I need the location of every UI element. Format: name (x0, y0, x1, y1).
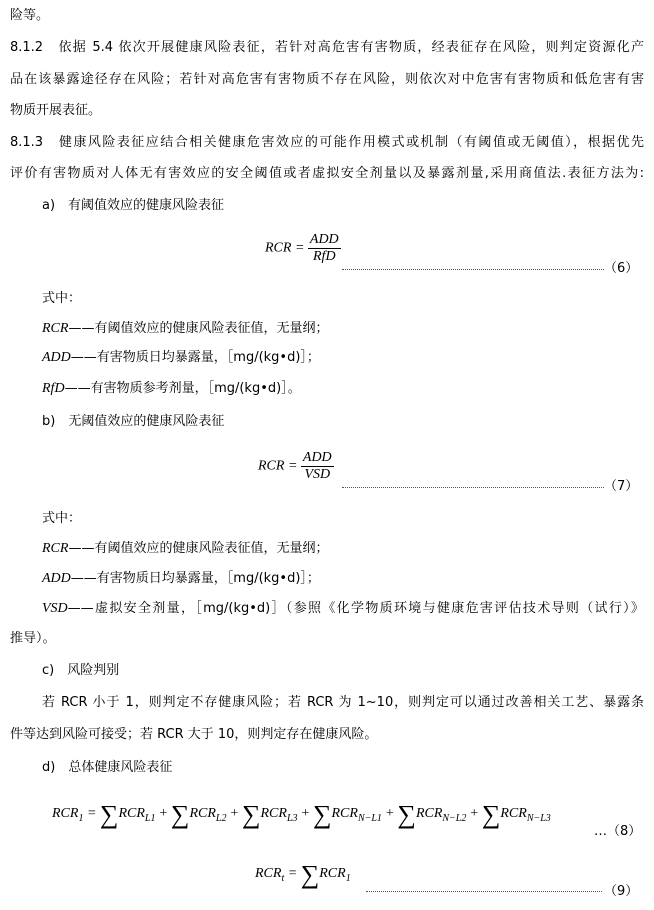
equation-number: （9） (604, 884, 639, 899)
eq-subscript: N−L1 (357, 812, 382, 824)
eq-operator: + (229, 806, 239, 821)
eq-denominator: RfD (313, 249, 336, 264)
eq-term: RCR (415, 806, 443, 821)
eq-subscript: L2 (215, 812, 227, 824)
eq-subscript: N−L2 (442, 812, 467, 824)
eq-numerator: ADD (302, 450, 332, 465)
text-line: 件等达到风险可接受；若 RCR 大于 10，则判定存在健康风险。 (10, 727, 378, 742)
equation-number: （6） (604, 261, 639, 276)
definition: ——有害物质日均暴露量，［mg/(kg•d)］； (70, 571, 320, 586)
leader-dots (342, 269, 604, 270)
eq-term: RCR (331, 806, 358, 821)
symbol: VSD (42, 601, 68, 616)
eq-subscript: N−L3 (526, 812, 551, 824)
text-line: 物质开展表征。 (10, 103, 102, 118)
equation-number: …（8） (594, 824, 642, 839)
item-d-heading: d) 总体健康风险表征 (42, 760, 173, 775)
sigma-symbol: ∑ (397, 800, 416, 829)
item-b-heading: b) 无阈值效应的健康风险表征 (42, 414, 225, 429)
eq-term: RCR (500, 806, 527, 821)
eq-term: RCR (260, 806, 287, 821)
definition: ——有阈值效应的健康风险表征值，无量纲； (68, 321, 329, 336)
text-line: 若 RCR 小于 1，则判定不存健康风险；若 RCR 为 1~10，则判定可以通过改善相关工艺、暴露条 (42, 695, 644, 710)
def-rcr (42, 541, 328, 557)
eq-term: RCR (52, 806, 79, 821)
eq-subscript: 1 (78, 812, 84, 824)
eq-operator: + (300, 806, 310, 821)
eq-term: RCR (319, 866, 346, 881)
sigma-symbol: ∑ (241, 800, 261, 829)
text-line: 评价有害物质对人体无有害效应的安全阈值或者虚拟安全剂量以及暴露剂量,采用商值法.表征方法为: (10, 166, 644, 181)
def-add (42, 350, 320, 366)
def-rcr (42, 321, 328, 337)
definition: ——有害物质日均暴露量，［mg/(kg•d)］； (70, 350, 320, 365)
equation-8 (52, 800, 551, 830)
sigma-symbol: ∑ (300, 860, 320, 889)
sigma-symbol: ∑ (170, 800, 190, 829)
equation-9 (255, 860, 351, 890)
item-c-heading: c) 风险判别 (42, 663, 120, 678)
definition: ——有阈值效应的健康风险表征值，无量纲； (68, 541, 329, 556)
eq-subscript: L1 (144, 812, 156, 824)
text-line: 险等。 (10, 8, 50, 23)
text-line: 推导）。 (10, 631, 56, 646)
eq-subscript: L3 (286, 812, 298, 824)
eq-numerator: ADD (309, 232, 339, 247)
symbol: ADD (42, 350, 71, 365)
symbol: RCR (42, 321, 69, 336)
where-label: 式中： (42, 291, 82, 306)
eq-operator: + (384, 806, 395, 821)
eq-operator: = (86, 806, 97, 821)
section-8-1-2: 8.1.2 依据 5.4 依次开展健康风险表征，若针对高危害有害物质，经表征存在风险，则判定资源化产 (10, 40, 644, 55)
eq-lhs: RCR = (265, 240, 305, 256)
eq-term: RCR (118, 806, 145, 821)
definition: ——虚拟安全剂量，［mg/(kg•d)］（参照《化学物质环境与健康危害评估技术导则（试行）》 (67, 601, 644, 616)
eq-subscript: 1 (345, 872, 351, 884)
def-vsd (42, 601, 644, 617)
eq-operator: = (287, 866, 298, 881)
equation-6 (265, 232, 341, 265)
text-line: 品在该暴露途径存在风险；若针对高危害有害物质不存在风险，则依次对中危害有害物质和低危害有害 (10, 72, 644, 87)
symbol: RCR (42, 541, 69, 556)
sigma-symbol: ∑ (99, 800, 119, 829)
def-add (42, 571, 320, 587)
definition: ——有害物质参考剂量，［mg/(kg•d)］。 (64, 381, 301, 396)
eq-term: RCR (255, 866, 282, 881)
eq-term: RCR (189, 806, 216, 821)
section-8-1-3: 8.1.3 健康风险表征应结合相关健康危害效应的可能作用模式或机制（有阈值或无阈值），根据优先 (10, 135, 644, 150)
eq-operator: + (469, 806, 479, 821)
def-rfd (42, 381, 301, 397)
where-label: 式中： (42, 511, 82, 526)
symbol: ADD (42, 571, 71, 586)
eq-lhs: RCR = (258, 458, 298, 474)
symbol: RfD (42, 381, 65, 396)
eq-subscript: t (281, 872, 285, 884)
equation-number: （7） (604, 479, 639, 494)
eq-operator: + (158, 806, 168, 821)
item-a-heading: a) 有阈值效应的健康风险表征 (42, 198, 225, 213)
leader-dots (342, 487, 604, 488)
sigma-symbol: ∑ (312, 800, 332, 829)
equation-7 (258, 450, 334, 483)
eq-denominator: VSD (304, 467, 331, 482)
sigma-symbol: ∑ (481, 800, 501, 829)
leader-dots (366, 891, 602, 892)
